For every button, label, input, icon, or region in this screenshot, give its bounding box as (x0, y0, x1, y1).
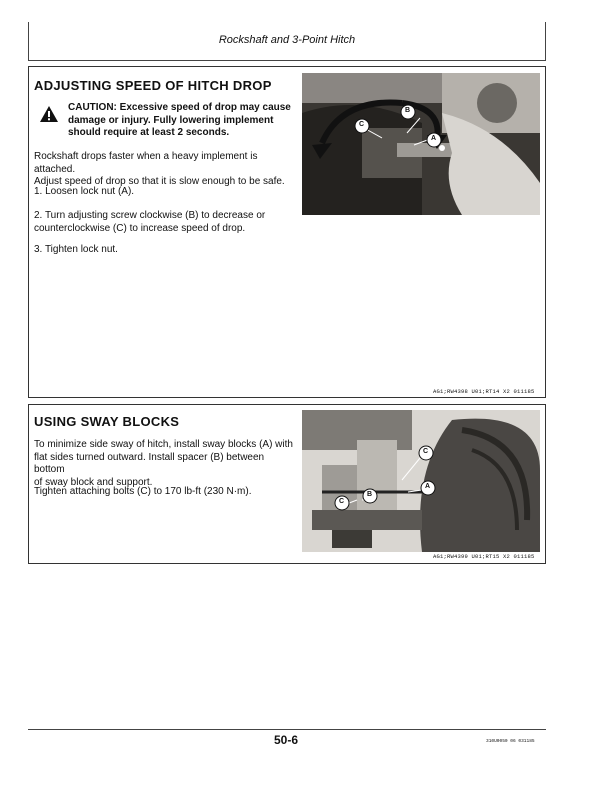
ref-code-2: AG1;RW4399 U01;RT15 X2 011185 (433, 553, 535, 560)
callout-c-lower: C (339, 498, 345, 505)
step-1: 1. Loosen lock nut (A). (34, 186, 135, 197)
footer-rule (28, 729, 546, 730)
section-title-sway-blocks: USING SWAY BLOCKS (34, 414, 180, 429)
page-number: 50-6 (274, 733, 299, 747)
caution-block (34, 102, 296, 140)
caution-line: should require at least 2 seconds. (68, 127, 230, 138)
intro-paragraph (34, 151, 296, 189)
photo-sway-blocks (302, 410, 540, 552)
callout-b: B (367, 491, 373, 498)
callout-a: A (431, 135, 437, 142)
step-2-line: counterclockwise (C) to increase speed of drop. (34, 222, 246, 234)
callout-b: B (405, 107, 411, 114)
step-2-line: 2. Turn adjusting screw clockwise (B) to decrease or (34, 210, 266, 221)
intro-line: Rockshaft drops faster when a heavy implement is attached. (34, 151, 258, 175)
ref-code-1: AG1;RW4398 U01;RT14 X2 011185 (433, 388, 535, 395)
callout-c-upper: C (423, 448, 429, 455)
photo-hitch-drop-adjustment (302, 73, 540, 215)
sway-blocks-paragraph (34, 439, 296, 489)
footer-code: 310U0050 06 031185 (486, 739, 535, 744)
warning-triangle-icon (40, 106, 58, 122)
caution-line: damage or injury. Fully lowering implement (68, 114, 274, 126)
sway-line: To minimize side sway of hitch, install sway blocks (A) with (34, 439, 293, 450)
header-title: Rockshaft and 3-Point Hitch (218, 34, 356, 46)
torque-paragraph: Tighten attaching bolts (C) to 170 lb-ft (230 N·m). (34, 486, 252, 497)
header-rule (28, 60, 546, 61)
step-2 (34, 210, 296, 235)
caution-line: CAUTION: Excessive speed of drop may cause (68, 102, 291, 113)
sway-line: of sway block and support. (34, 476, 153, 488)
caution-text (68, 102, 296, 140)
intro-line: Adjust speed of drop so that it is slow enough to be safe. (34, 176, 285, 187)
step-3: 3. Tighten lock nut. (34, 244, 118, 255)
callout-c: C (359, 121, 365, 128)
section-title-hitch-drop: ADJUSTING SPEED OF HITCH DROP (34, 78, 272, 93)
callout-a: A (425, 483, 431, 490)
sway-line: flat sides turned outward. Install spacer (B) between bottom (34, 451, 265, 475)
page-header (28, 22, 546, 60)
